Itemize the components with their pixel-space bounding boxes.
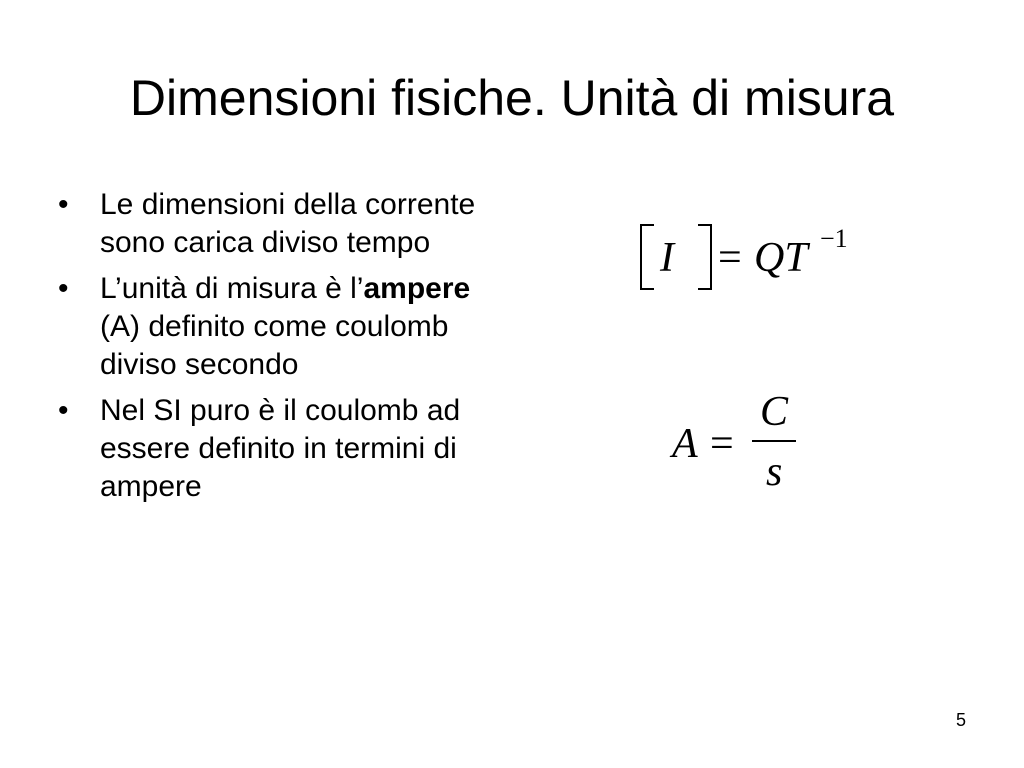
slide-title: Dimensioni fisiche. Unità di misura xyxy=(129,70,895,126)
right-bracket xyxy=(698,224,712,290)
bullet-marker: • xyxy=(58,272,69,305)
eq1-rhs: QT xyxy=(754,235,808,281)
fraction-bar xyxy=(752,440,796,442)
eq2-lhs: A xyxy=(672,421,698,467)
bullet-marker: • xyxy=(58,188,69,221)
eq2-equals: = xyxy=(710,421,734,467)
eq1-equals: = xyxy=(718,235,742,281)
equation-ampere xyxy=(672,388,832,498)
eq1-symbol: I xyxy=(660,235,674,281)
bullet-text-pre: L’unità di misura è l’ xyxy=(100,272,364,305)
bullet-item xyxy=(58,186,498,262)
bullet-text: Le dimensioni della corrente sono carica diviso tempo xyxy=(100,188,476,259)
bullet-text: Nel SI puro è il coulomb ad essere definito in termini di ampere xyxy=(100,394,461,503)
bullet-list xyxy=(58,186,498,514)
bullet-text-bold: ampere xyxy=(363,272,471,305)
bullet-text-post: (A) definito come coulomb diviso secondo xyxy=(100,310,449,381)
bullet-item xyxy=(58,392,498,506)
page-number: 5 xyxy=(955,710,966,730)
eq2-denominator: s xyxy=(766,449,783,495)
bullet-marker: • xyxy=(58,394,69,427)
eq2-numerator: C xyxy=(760,389,789,435)
bullet-item xyxy=(58,270,498,384)
equation-current-dimension xyxy=(636,224,876,294)
eq1-exponent: −1 xyxy=(820,224,848,253)
left-bracket xyxy=(640,224,654,290)
